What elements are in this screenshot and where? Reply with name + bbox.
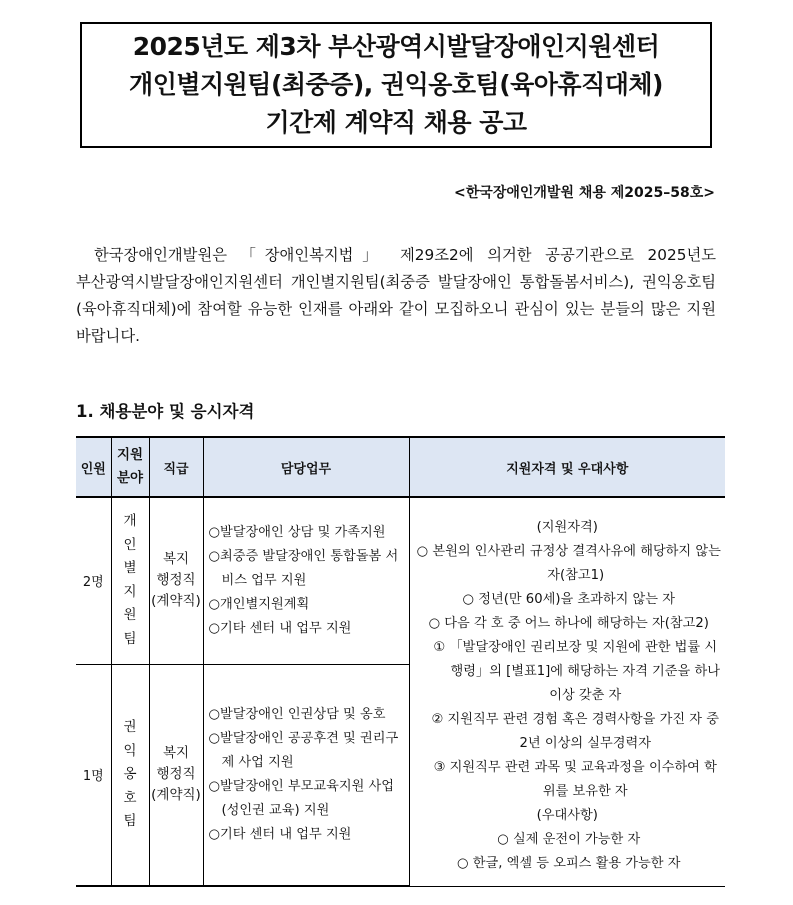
qualification-heading: (지원자격) bbox=[536, 520, 598, 535]
qualification-subitem: ② 지원직무 관련 경험 혹은 경력사항을 가진 자 중 2년 이상의 실무경력자 bbox=[431, 712, 719, 751]
row-duties bbox=[203, 497, 409, 664]
row-field bbox=[111, 664, 149, 886]
header-duties: 담당업무 bbox=[203, 437, 409, 497]
announcement-number: <한국장애인개발원 채용 제2025–58호> bbox=[454, 185, 715, 201]
qualification-item: ○ 본원의 인사관리 규정상 결격사유에 해당하지 않는 자(참고1) bbox=[416, 544, 721, 583]
row-duties bbox=[203, 664, 409, 886]
preference-heading: (우대사항) bbox=[536, 808, 598, 823]
field-char: 인 bbox=[123, 536, 137, 553]
field-char: 권 bbox=[123, 719, 137, 735]
header-field-line: 지원 bbox=[116, 446, 144, 463]
title-line-1: 2025년도 제3차 부산광역시발달장애인지원센터 bbox=[132, 32, 660, 61]
recruitment-table bbox=[76, 436, 725, 887]
title-box bbox=[80, 22, 712, 148]
header-field-line: 분야 bbox=[116, 470, 144, 486]
duty-item: ○기타 센터 내 업무 지원 bbox=[208, 826, 352, 842]
preference-item: ○ 한글, 엑셀 등 오피스 활용 가능한 자 bbox=[457, 856, 681, 871]
row-position bbox=[149, 664, 203, 886]
position-line: (계약직) bbox=[151, 787, 201, 804]
header-position: 직급 bbox=[149, 437, 203, 497]
position-line: 복지 bbox=[162, 551, 190, 568]
field-char: 옹 bbox=[123, 766, 137, 782]
field-char: 익 bbox=[123, 742, 137, 759]
duty-item: ○발달장애인 인권상담 및 옹호 bbox=[208, 706, 386, 722]
section-title: 1. 채용분야 및 응시자격 bbox=[76, 402, 255, 421]
field-char: 지 bbox=[123, 583, 137, 600]
field-char: 원 bbox=[123, 607, 137, 624]
duty-item: ○발달장애인 공공후견 및 권리구제 사업 지원 bbox=[208, 730, 399, 770]
qualification-subitem: ① 「발달장애인 권리보장 및 지원에 관한 법률 시행령」의 [별표1]에 해당하는 자격 기준을 하나 이상 갖춘 자 bbox=[433, 640, 720, 703]
header-field bbox=[111, 437, 149, 497]
qualification-item: ○ 다음 각 호 중 어느 하나에 해당하는 자(참고2) bbox=[428, 616, 709, 631]
position-line: (계약직) bbox=[151, 593, 201, 610]
duty-item: ○최중증 발달장애인 통합돌봄 서비스 업무 지원 bbox=[208, 548, 399, 588]
row-count: 1명 bbox=[76, 664, 111, 886]
qualifications-cell bbox=[409, 497, 725, 886]
preference-item: ○ 실제 운전이 가능한 자 bbox=[497, 832, 641, 847]
position-line: 복지 bbox=[162, 745, 190, 762]
field-char: 호 bbox=[123, 789, 137, 806]
row-count: 2명 bbox=[76, 497, 111, 664]
title-line-3: 기간제 계약직 채용 공고 bbox=[265, 108, 527, 137]
duty-item: ○발달장애인 부모교육지원 사업(성인권 교육) 지원 bbox=[208, 778, 394, 818]
field-char: 팀 bbox=[123, 813, 137, 829]
row-position bbox=[149, 497, 203, 664]
header-count: 인원 bbox=[76, 437, 111, 497]
row-field bbox=[111, 497, 149, 664]
qualification-subitem: ③ 지원직무 관련 과목 및 교육과정을 이수하여 학위를 보유한 자 bbox=[433, 760, 717, 799]
qualification-item: ○ 정년(만 60세)을 초과하지 않는 자 bbox=[462, 592, 675, 607]
intro-paragraph: 한국장애인개발원은 「장애인복지법」 제29조2에 의거한 공공기관으로 2025년도 부산광역시발달장애인지원센터 개인별지원팀(최중증 발달장애인 통합돌봄서비스), 권익옹호팀(육아휴직대체)에 참여할 유능한 인재를 아래와 같이 모집하오니 관심이 있는 분들의 많은 지원 바랍니다. bbox=[76, 246, 716, 345]
field-char: 개 bbox=[123, 513, 137, 530]
duty-item: ○개인별지원계획 bbox=[208, 596, 310, 612]
field-char: 별 bbox=[123, 560, 137, 577]
position-line: 행정직 bbox=[156, 766, 196, 783]
table-header-row bbox=[76, 437, 725, 497]
header-qualifications: 지원자격 및 우대사항 bbox=[409, 437, 725, 497]
field-char: 팀 bbox=[123, 630, 137, 647]
duty-item: ○기타 센터 내 업무 지원 bbox=[208, 620, 352, 636]
position-line: 행정직 bbox=[156, 572, 196, 589]
duty-item: ○발달장애인 상담 및 가족지원 bbox=[208, 524, 386, 540]
table-row bbox=[76, 497, 725, 664]
title-line-2: 개인별지원팀(최중증), 권익옹호팀(육아휴직대체) bbox=[129, 70, 663, 99]
